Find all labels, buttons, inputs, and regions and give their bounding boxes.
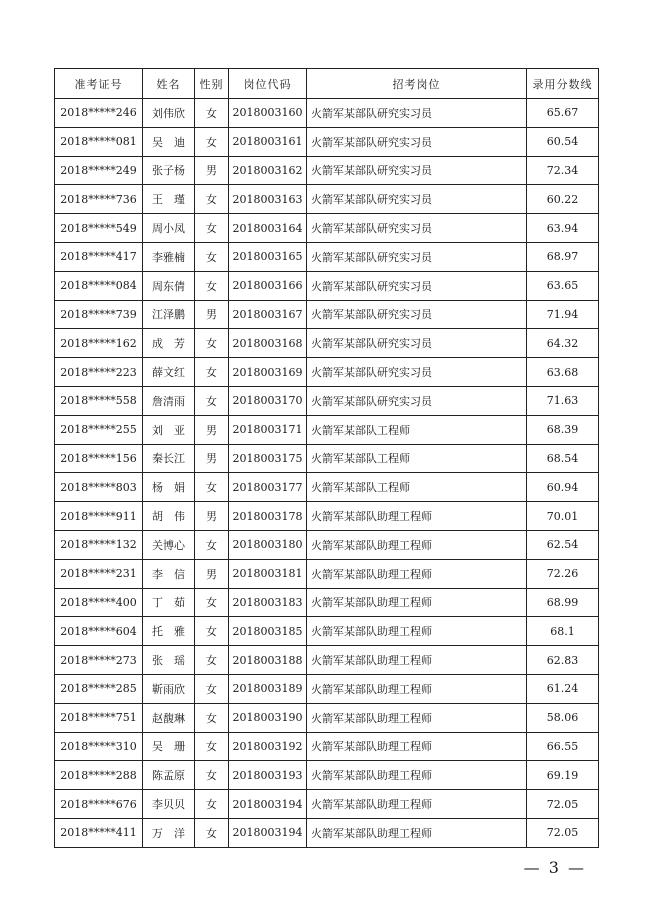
cell-exam-id: 2018*****084 bbox=[55, 271, 143, 300]
header-row bbox=[55, 69, 599, 99]
cell-score: 72.26 bbox=[527, 559, 599, 588]
cell-post-code: 2018003167 bbox=[229, 300, 307, 329]
table-row bbox=[55, 674, 599, 703]
cell-score: 63.94 bbox=[527, 214, 599, 243]
cell-score: 61.24 bbox=[527, 674, 599, 703]
cell-name: 托 雅 bbox=[143, 617, 195, 646]
cell-name: 王 瑾 bbox=[143, 185, 195, 214]
table-row bbox=[55, 386, 599, 415]
table-row bbox=[55, 790, 599, 819]
cell-name: 薛文红 bbox=[143, 358, 195, 387]
cell-post-code: 2018003194 bbox=[229, 818, 307, 847]
cell-name: 秦长江 bbox=[143, 444, 195, 473]
cell-post-code: 2018003160 bbox=[229, 99, 307, 128]
cell-post: 火箭军某部队研究实习员 bbox=[307, 127, 527, 156]
cell-exam-id: 2018*****549 bbox=[55, 214, 143, 243]
cell-score: 65.67 bbox=[527, 99, 599, 128]
cell-gender: 女 bbox=[195, 185, 229, 214]
table-row bbox=[55, 617, 599, 646]
cell-post-code: 2018003163 bbox=[229, 185, 307, 214]
cell-gender: 女 bbox=[195, 790, 229, 819]
cell-gender: 男 bbox=[195, 156, 229, 185]
cell-gender: 女 bbox=[195, 588, 229, 617]
table-row bbox=[55, 818, 599, 847]
cell-gender: 女 bbox=[195, 761, 229, 790]
cell-post: 火箭军某部队助理工程师 bbox=[307, 732, 527, 761]
table-row bbox=[55, 646, 599, 675]
header-post-code: 岗位代码 bbox=[229, 69, 307, 99]
cell-post: 火箭军某部队研究实习员 bbox=[307, 386, 527, 415]
table-row bbox=[55, 329, 599, 358]
cell-post: 火箭军某部队助理工程师 bbox=[307, 530, 527, 559]
cell-post-code: 2018003168 bbox=[229, 329, 307, 358]
cell-exam-id: 2018*****310 bbox=[55, 732, 143, 761]
cell-post: 火箭军某部队工程师 bbox=[307, 415, 527, 444]
cell-gender: 女 bbox=[195, 358, 229, 387]
cell-exam-id: 2018*****400 bbox=[55, 588, 143, 617]
table-row bbox=[55, 185, 599, 214]
cell-score: 68.39 bbox=[527, 415, 599, 444]
table-row bbox=[55, 502, 599, 531]
cell-exam-id: 2018*****288 bbox=[55, 761, 143, 790]
cell-score: 71.63 bbox=[527, 386, 599, 415]
cell-post-code: 2018003164 bbox=[229, 214, 307, 243]
cell-post: 火箭军某部队助理工程师 bbox=[307, 703, 527, 732]
cell-post-code: 2018003170 bbox=[229, 386, 307, 415]
cell-post: 火箭军某部队工程师 bbox=[307, 473, 527, 502]
table-row bbox=[55, 300, 599, 329]
table-body bbox=[55, 99, 599, 848]
table-row bbox=[55, 214, 599, 243]
cell-score: 60.54 bbox=[527, 127, 599, 156]
table-row bbox=[55, 761, 599, 790]
cell-post-code: 2018003165 bbox=[229, 242, 307, 271]
cell-score: 62.54 bbox=[527, 530, 599, 559]
cell-post: 火箭军某部队助理工程师 bbox=[307, 818, 527, 847]
cell-post-code: 2018003177 bbox=[229, 473, 307, 502]
cell-gender: 女 bbox=[195, 329, 229, 358]
cell-gender: 女 bbox=[195, 242, 229, 271]
cell-gender: 女 bbox=[195, 818, 229, 847]
cell-gender: 女 bbox=[195, 703, 229, 732]
cell-name: 刘伟欣 bbox=[143, 99, 195, 128]
cell-post-code: 2018003189 bbox=[229, 674, 307, 703]
cell-gender: 男 bbox=[195, 444, 229, 473]
cell-exam-id: 2018*****558 bbox=[55, 386, 143, 415]
cell-post: 火箭军某部队研究实习员 bbox=[307, 358, 527, 387]
cell-score: 72.05 bbox=[527, 790, 599, 819]
table-row bbox=[55, 473, 599, 502]
cell-exam-id: 2018*****736 bbox=[55, 185, 143, 214]
cell-name: 张子杨 bbox=[143, 156, 195, 185]
cell-post: 火箭军某部队研究实习员 bbox=[307, 271, 527, 300]
cell-post-code: 2018003180 bbox=[229, 530, 307, 559]
table-row bbox=[55, 703, 599, 732]
cell-score: 68.1 bbox=[527, 617, 599, 646]
cell-exam-id: 2018*****223 bbox=[55, 358, 143, 387]
cell-score: 60.94 bbox=[527, 473, 599, 502]
cell-score: 71.94 bbox=[527, 300, 599, 329]
cell-post-code: 2018003183 bbox=[229, 588, 307, 617]
cell-score: 69.19 bbox=[527, 761, 599, 790]
cell-score: 70.01 bbox=[527, 502, 599, 531]
table-row bbox=[55, 732, 599, 761]
cell-post-code: 2018003192 bbox=[229, 732, 307, 761]
cell-post-code: 2018003166 bbox=[229, 271, 307, 300]
table-row bbox=[55, 415, 599, 444]
cell-exam-id: 2018*****081 bbox=[55, 127, 143, 156]
cell-gender: 女 bbox=[195, 646, 229, 675]
cell-gender: 女 bbox=[195, 386, 229, 415]
cell-exam-id: 2018*****751 bbox=[55, 703, 143, 732]
cell-gender: 女 bbox=[195, 674, 229, 703]
cell-post-code: 2018003178 bbox=[229, 502, 307, 531]
cell-gender: 女 bbox=[195, 732, 229, 761]
cell-exam-id: 2018*****676 bbox=[55, 790, 143, 819]
table-row bbox=[55, 271, 599, 300]
table-row bbox=[55, 242, 599, 271]
cell-exam-id: 2018*****273 bbox=[55, 646, 143, 675]
cell-score: 68.97 bbox=[527, 242, 599, 271]
cell-post-code: 2018003188 bbox=[229, 646, 307, 675]
cell-post: 火箭军某部队助理工程师 bbox=[307, 588, 527, 617]
table-row bbox=[55, 588, 599, 617]
cell-post: 火箭军某部队研究实习员 bbox=[307, 329, 527, 358]
table-row bbox=[55, 444, 599, 473]
cell-gender: 女 bbox=[195, 271, 229, 300]
cell-name: 靳雨欣 bbox=[143, 674, 195, 703]
cell-name: 李 信 bbox=[143, 559, 195, 588]
cell-exam-id: 2018*****249 bbox=[55, 156, 143, 185]
cell-post: 火箭军某部队研究实习员 bbox=[307, 99, 527, 128]
cell-gender: 女 bbox=[195, 99, 229, 128]
cell-score: 64.32 bbox=[527, 329, 599, 358]
cell-gender: 女 bbox=[195, 530, 229, 559]
cell-post-code: 2018003161 bbox=[229, 127, 307, 156]
cell-exam-id: 2018*****604 bbox=[55, 617, 143, 646]
cell-gender: 男 bbox=[195, 502, 229, 531]
cell-exam-id: 2018*****285 bbox=[55, 674, 143, 703]
cell-post-code: 2018003181 bbox=[229, 559, 307, 588]
cell-gender: 女 bbox=[195, 127, 229, 156]
cell-name: 关博心 bbox=[143, 530, 195, 559]
header-post: 招考岗位 bbox=[307, 69, 527, 99]
page-number-container bbox=[0, 858, 650, 877]
cell-post: 火箭军某部队助理工程师 bbox=[307, 617, 527, 646]
cell-post: 火箭军某部队研究实习员 bbox=[307, 156, 527, 185]
cell-name: 胡 伟 bbox=[143, 502, 195, 531]
cell-score: 72.34 bbox=[527, 156, 599, 185]
cell-name: 张 瑶 bbox=[143, 646, 195, 675]
cell-name: 李贝贝 bbox=[143, 790, 195, 819]
cell-gender: 男 bbox=[195, 300, 229, 329]
cell-post: 火箭军某部队助理工程师 bbox=[307, 674, 527, 703]
cell-post-code: 2018003185 bbox=[229, 617, 307, 646]
cell-post-code: 2018003175 bbox=[229, 444, 307, 473]
cell-post: 火箭军某部队助理工程师 bbox=[307, 502, 527, 531]
table-row bbox=[55, 99, 599, 128]
cell-gender: 男 bbox=[195, 415, 229, 444]
cell-exam-id: 2018*****911 bbox=[55, 502, 143, 531]
cell-post: 火箭军某部队助理工程师 bbox=[307, 761, 527, 790]
cell-post: 火箭军某部队研究实习员 bbox=[307, 300, 527, 329]
table-row bbox=[55, 156, 599, 185]
cell-score: 60.22 bbox=[527, 185, 599, 214]
cell-post: 火箭军某部队助理工程师 bbox=[307, 646, 527, 675]
cell-post: 火箭军某部队研究实习员 bbox=[307, 214, 527, 243]
cell-name: 丁 茹 bbox=[143, 588, 195, 617]
cell-post: 火箭军某部队工程师 bbox=[307, 444, 527, 473]
cell-post-code: 2018003171 bbox=[229, 415, 307, 444]
cell-name: 吴 珊 bbox=[143, 732, 195, 761]
cell-post: 火箭军某部队研究实习员 bbox=[307, 242, 527, 271]
cell-name: 陈孟原 bbox=[143, 761, 195, 790]
cell-score: 62.83 bbox=[527, 646, 599, 675]
cell-exam-id: 2018*****803 bbox=[55, 473, 143, 502]
cell-post-code: 2018003193 bbox=[229, 761, 307, 790]
page-number: — 3 — bbox=[523, 858, 586, 877]
table-row bbox=[55, 530, 599, 559]
cell-gender: 女 bbox=[195, 473, 229, 502]
header-exam-id: 准考证号 bbox=[55, 69, 143, 99]
cell-name: 刘 亚 bbox=[143, 415, 195, 444]
cell-post: 火箭军某部队助理工程师 bbox=[307, 559, 527, 588]
cell-exam-id: 2018*****246 bbox=[55, 99, 143, 128]
cell-post-code: 2018003194 bbox=[229, 790, 307, 819]
cell-exam-id: 2018*****255 bbox=[55, 415, 143, 444]
cell-exam-id: 2018*****417 bbox=[55, 242, 143, 271]
cell-score: 63.68 bbox=[527, 358, 599, 387]
cell-exam-id: 2018*****411 bbox=[55, 818, 143, 847]
cell-score: 68.54 bbox=[527, 444, 599, 473]
table-row bbox=[55, 127, 599, 156]
cell-name: 江泽鹏 bbox=[143, 300, 195, 329]
cell-name: 吴 迪 bbox=[143, 127, 195, 156]
cell-name: 万 洋 bbox=[143, 818, 195, 847]
cell-exam-id: 2018*****231 bbox=[55, 559, 143, 588]
cell-post: 火箭军某部队研究实习员 bbox=[307, 185, 527, 214]
cell-gender: 男 bbox=[195, 559, 229, 588]
cell-post-code: 2018003190 bbox=[229, 703, 307, 732]
cell-score: 63.65 bbox=[527, 271, 599, 300]
cell-name: 杨 娟 bbox=[143, 473, 195, 502]
cell-name: 周小凤 bbox=[143, 214, 195, 243]
cell-post: 火箭军某部队助理工程师 bbox=[307, 790, 527, 819]
cell-post-code: 2018003162 bbox=[229, 156, 307, 185]
table-row bbox=[55, 358, 599, 387]
cell-name: 李雅楠 bbox=[143, 242, 195, 271]
results-table bbox=[54, 68, 599, 848]
cell-gender: 女 bbox=[195, 617, 229, 646]
cell-exam-id: 2018*****156 bbox=[55, 444, 143, 473]
cell-name: 詹清雨 bbox=[143, 386, 195, 415]
cell-gender: 女 bbox=[195, 214, 229, 243]
cell-name: 成 芳 bbox=[143, 329, 195, 358]
cell-score: 66.55 bbox=[527, 732, 599, 761]
cell-score: 72.05 bbox=[527, 818, 599, 847]
cell-exam-id: 2018*****739 bbox=[55, 300, 143, 329]
cell-name: 周东倩 bbox=[143, 271, 195, 300]
header-name: 姓名 bbox=[143, 69, 195, 99]
table-row bbox=[55, 559, 599, 588]
cell-name: 赵馥琳 bbox=[143, 703, 195, 732]
header-score: 录用分数线 bbox=[527, 69, 599, 99]
cell-post-code: 2018003169 bbox=[229, 358, 307, 387]
cell-score: 58.06 bbox=[527, 703, 599, 732]
cell-exam-id: 2018*****162 bbox=[55, 329, 143, 358]
header-gender: 性别 bbox=[195, 69, 229, 99]
cell-score: 68.99 bbox=[527, 588, 599, 617]
cell-exam-id: 2018*****132 bbox=[55, 530, 143, 559]
